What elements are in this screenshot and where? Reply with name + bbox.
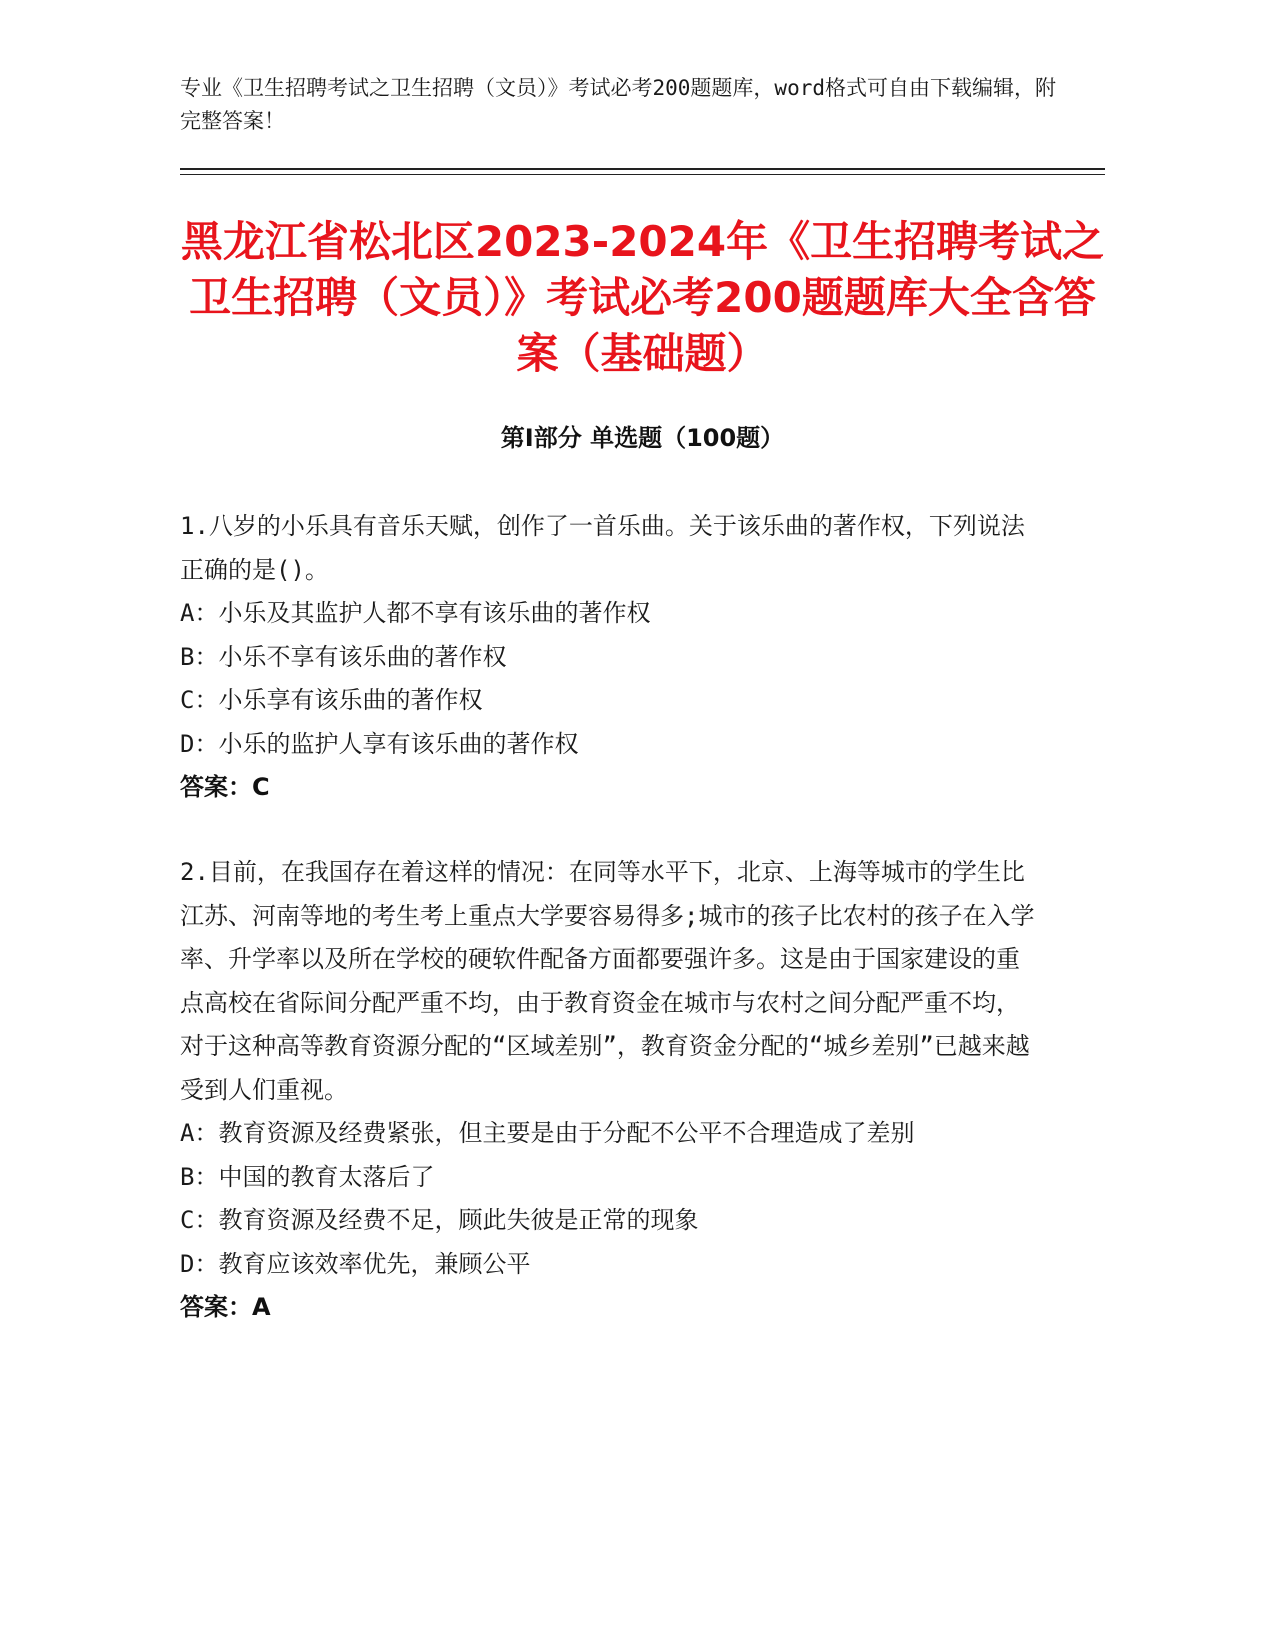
option-d: D：小乐的监护人享有该乐曲的著作权 [180,729,579,758]
question-stem: 1.八岁的小乐具有音乐天赋，创作了一首乐曲。关于该乐曲的著作权，下列说法正确的是()。 [180,512,1025,584]
option-c: C：小乐享有该乐曲的著作权 [180,686,483,714]
option-d: D：教育应该效率优先，兼顾公平 [180,1249,531,1278]
header-note: 专业《卫生招聘考试之卫生招聘（文员）》考试必考200题题库，word格式可自由下载编辑，附完整答案！ [180,76,1056,133]
option-c: C：教育资源及经费不足，顾此失彼是正常的现象 [180,1206,699,1234]
question-block [180,505,1040,810]
document-title: 黑龙江省松北区2023-2024年《卫生招聘考试之卫生招聘（文员）》考试必考200题题库大全含答案（基础题） [180,217,1105,378]
option-a: A：教育资源及经费紧张，但主要是由于分配不公平不合理造成了差别 [180,1119,915,1147]
option-b: B：中国的教育太落后了 [180,1162,435,1191]
option-b: B：小乐不享有该乐曲的著作权 [180,642,507,671]
header-divider-thick [180,168,1105,170]
question-stem: 2.目前，在我国存在着这样的情况：在同等水平下，北京、上海等城市的学生比江苏、河南等地的考生考上重点大学要容易得多;城市的孩子比农村的孩子在入学率、升学率以及所在学校的硬软件配备方面都要强许多。这是由于国家建设的重点高校在省际间分配严重不均，由于教育资金在城市与农村之间分配严重不均，对于这种高等教育资源分配的“区域差别”，教育资金分配的“城乡差别”已越来越受到人们重视。 [180,858,1035,1104]
header-divider-thin [180,174,1105,175]
answer-label: 答案：C [180,773,270,801]
question-block [180,851,1040,1330]
section-title: 第Ⅰ部分 单选题（100题） [500,424,785,452]
option-a: A：小乐及其监护人都不享有该乐曲的著作权 [180,599,651,627]
answer-label: 答案：A [180,1293,271,1321]
